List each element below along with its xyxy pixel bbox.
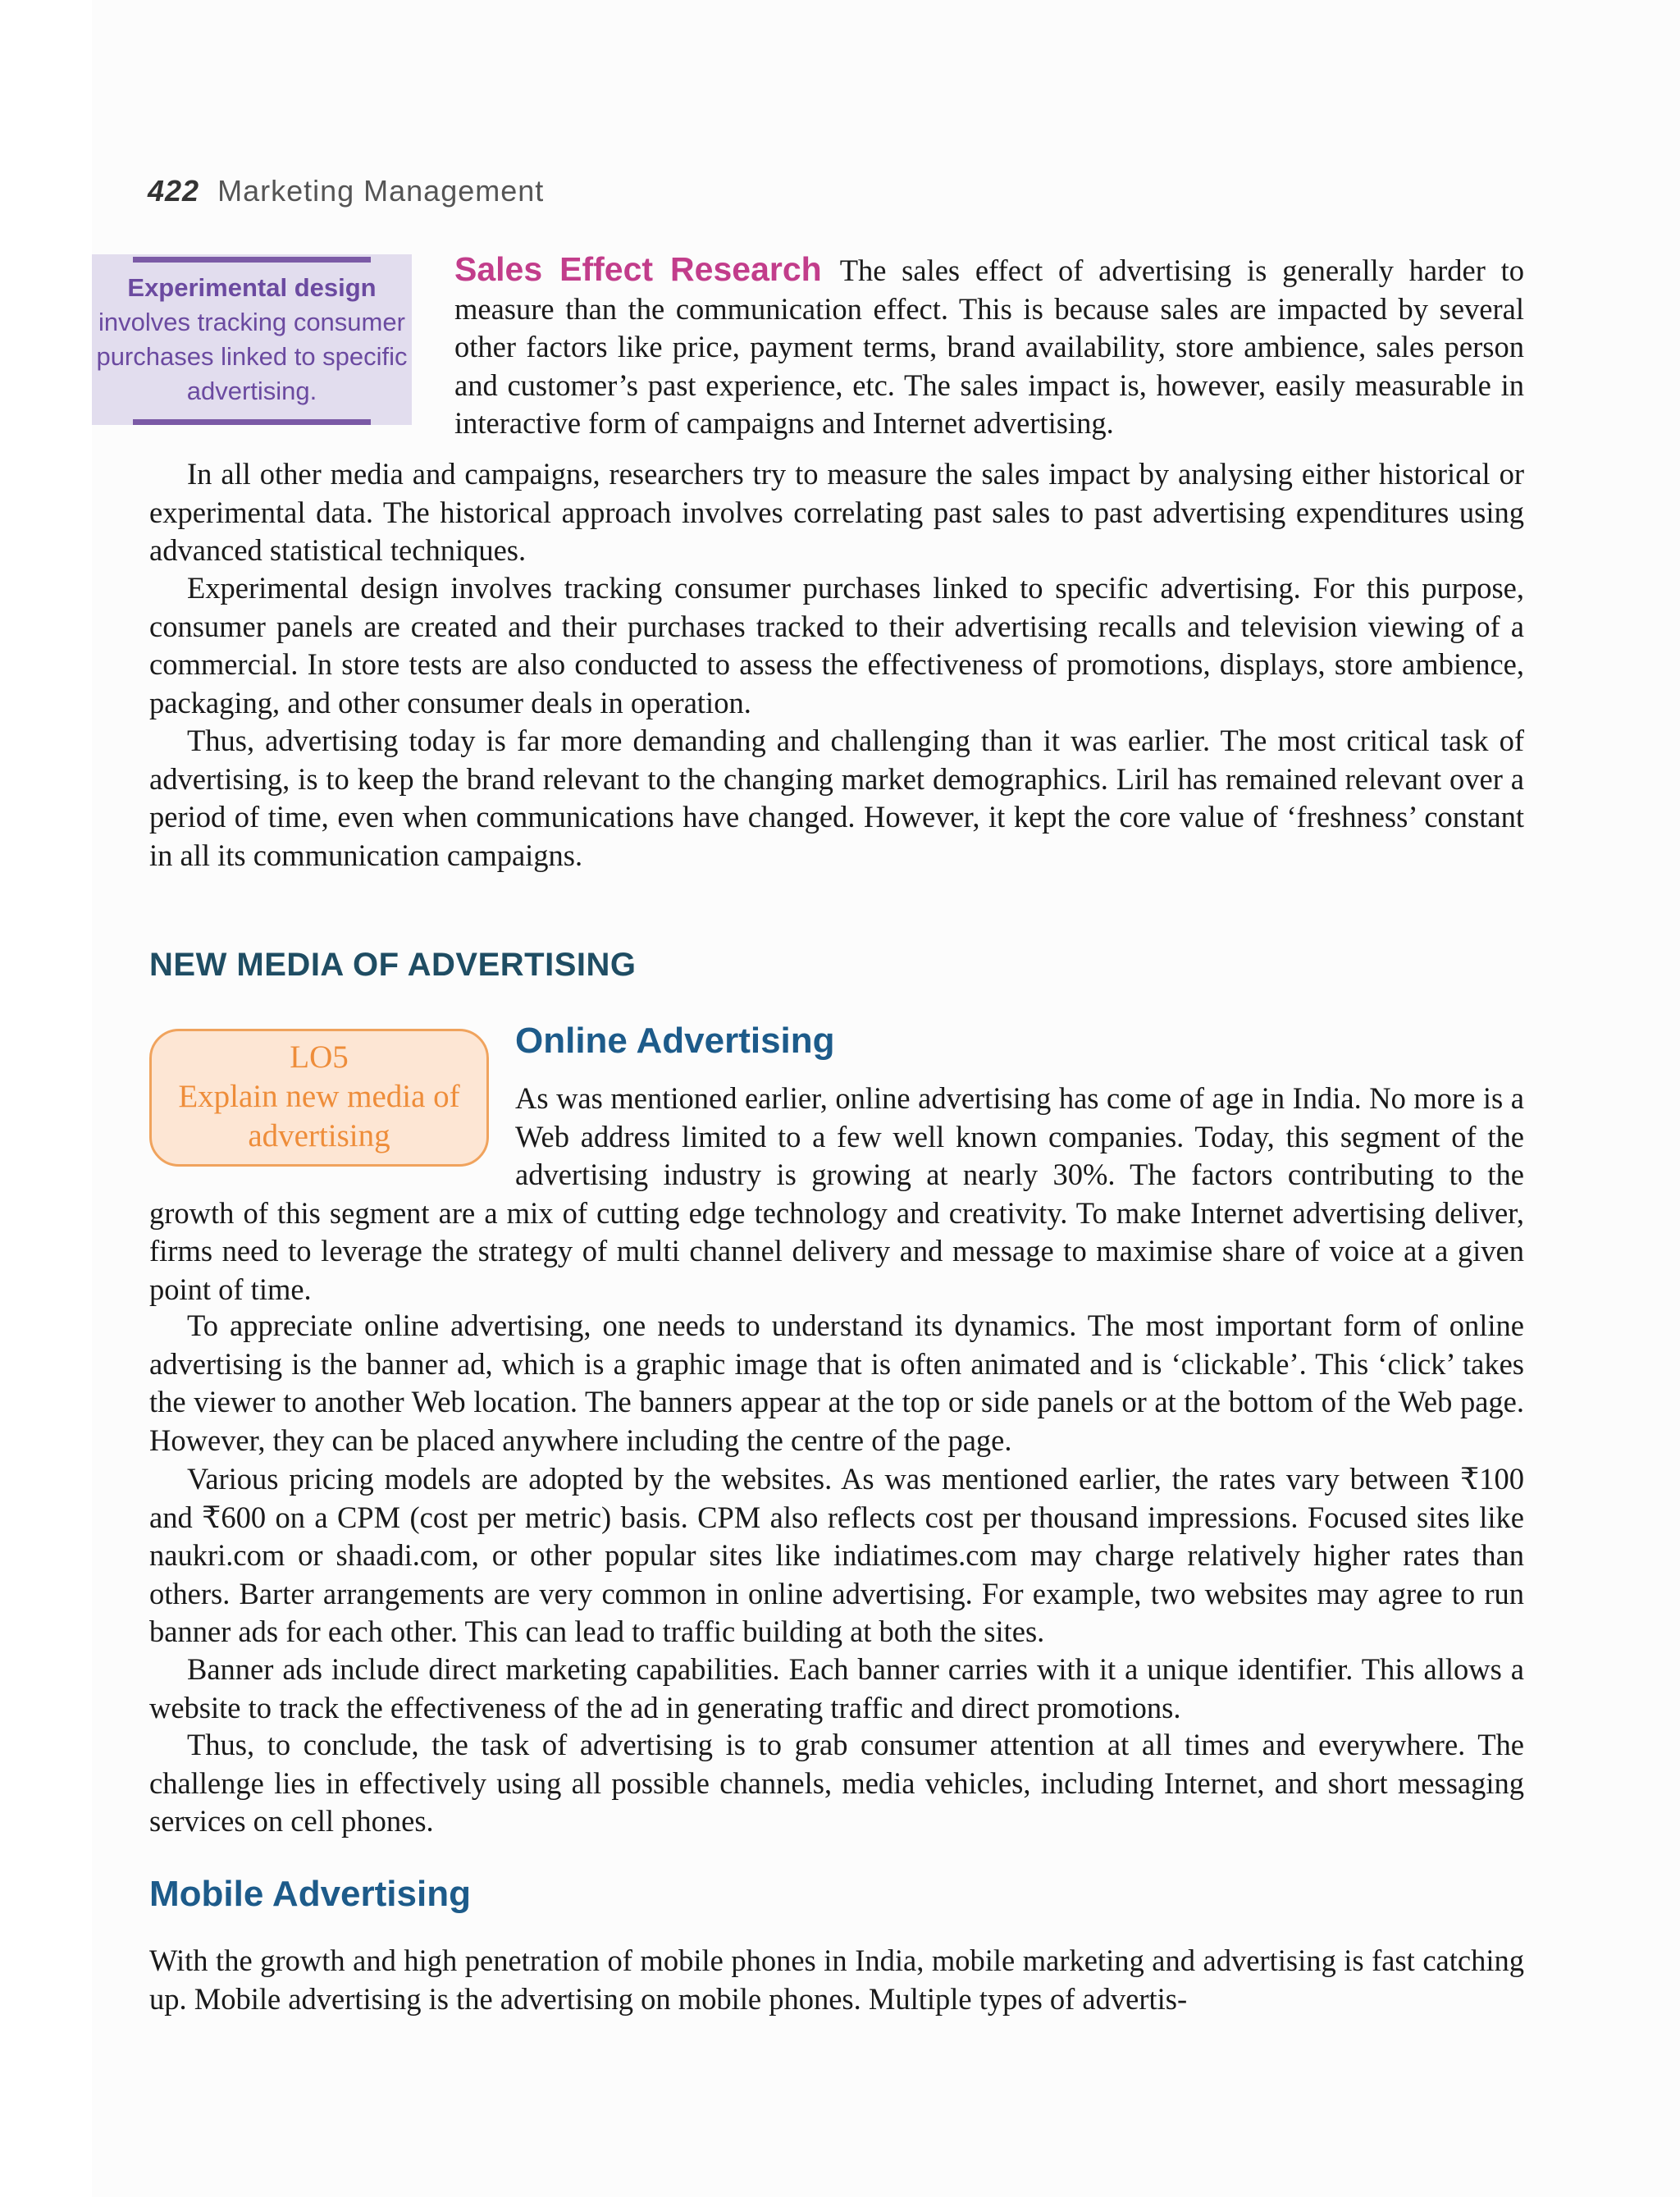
learning-objective-code: LO5 <box>290 1039 349 1075</box>
running-header <box>148 174 544 208</box>
section-heading: NEW MEDIA OF ADVERTISING <box>149 947 637 983</box>
online-paragraph-1: As was mentioned earlier, online advertising has come of age in India. No more is a Web address limited to a few well known companies. Today, this segment of the advertising industry is growing at nearly 30%. The factors contributing to the growth of this segment are a mix of cutting edge technology and creativity. To make Internet advertising deliver, firms need to leverage the strategy of multi channel delivery and message to maximise share of voice at a given point of time. <box>149 1081 1524 1306</box>
sales-effect-paragraph-1 <box>454 250 1524 443</box>
mobile-paragraph-1: With the growth and high penetration of mobile phones in India, mobile marketing and advertising is fast catching up. Mobile advertising is the advertising on mobile phones. Multiple types of advertis- <box>149 1944 1524 2016</box>
margin-note-definition: involves tracking consumer purchases linked to specific advertising. <box>96 308 408 405</box>
lo-box-spacer <box>149 1080 515 1190</box>
learning-objective-text: Explain new media of advertising <box>178 1079 460 1153</box>
book-title: Marketing Management <box>217 174 545 208</box>
page-number: 422 <box>148 174 200 208</box>
margin-note-bottom-rule <box>133 419 371 425</box>
sales-effect-heading: Sales Effect Research <box>454 250 822 288</box>
sales-effect-paragraph-4: Thus, advertising today is far more demanding and challenging than it was earlier. The most critical task of advertising, is to keep the brand relevant to the changing market demographics. Liril has remained relevant over a period of time, even when communications have changed. However, it kept the core value of ‘freshness’ constant in all its communication campaigns. <box>149 724 1524 872</box>
online-paragraph-4: Banner ads include direct marketing capabilities. Each banner carries with it a unique identifier. This allows a website to track the effectiveness of the ad in generating traffic and direct promotions. <box>149 1652 1524 1724</box>
margin-note-term: Experimental design <box>127 273 377 302</box>
sales-effect-paragraph-3: Experimental design involves tracking consumer purchases linked to specific advertising. For this purpose, consumer panels are created and their purchases tracked to their advertising recalls and television viewing of a commercial. In store tests are also conducted to assess the effectiveness of promotions, displays, store ambience, packaging, and other consumer deals in operation. <box>149 571 1524 719</box>
margin-note-text <box>92 271 412 409</box>
mobile-advertising-heading: Mobile Advertising <box>149 1874 471 1914</box>
lo-box-float-wrap <box>149 1080 1524 1309</box>
sales-effect-paragraph-2: In all other media and campaigns, researchers try to measure the sales impact by analysing either historical or experimental data. The historical approach involves correlating past sales to past advertising expenditures using advanced statistical techniques. <box>149 457 1524 567</box>
sales-effect-text-1: The sales effect of advertising is generally harder to measure than the communication effect. This is because sales are impacted by several other factors like price, payment terms, brand availability, store ambience, sales person and customer’s past experience, etc. The sales impact is, however, easily measurable in interactive form of campaigns and Internet advertising. <box>454 254 1524 440</box>
margin-note <box>92 254 412 425</box>
online-advertising-heading: Online Advertising <box>515 1021 835 1061</box>
margin-note-top-rule <box>133 257 371 263</box>
online-paragraph-3: Various pricing models are adopted by the websites. As was mentioned earlier, the rates vary between ₹100 and ₹600 on a CPM (cost per metric) basis. CPM also reflects cost per thousand impressions. Focused sites like naukri.com or shaadi.com, or other popular sites like indiatimes.com may charge relatively higher rates than others. Barter arrangements are very common in online advertising. For example, two websites may agree to run banner ads for each other. This can lead to traffic building at both the sites. <box>149 1462 1524 1648</box>
online-paragraph-2: To appreciate online advertising, one needs to understand its dynamics. The most important form of online advertising is the banner ad, which is a graphic image that is often animated and is ‘clickable’. This ‘click’ takes the viewer to another Web location. The banners appear at the top or side panels or at the bottom of the Web page. However, they can be placed anywhere including the centre of the page. <box>149 1309 1524 1457</box>
online-paragraph-5: Thus, to conclude, the task of advertising is to grab consumer attention at all times and everywhere. The challenge lies in effectively using all possible channels, media vehicles, including Internet, and short messaging services on cell phones. <box>149 1728 1524 1838</box>
